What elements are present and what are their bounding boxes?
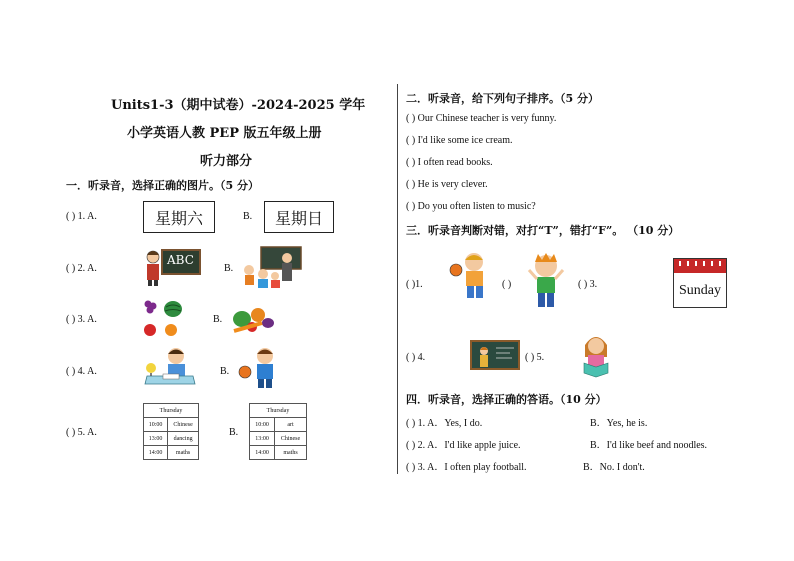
timetable-b-head: Thursday [250,404,307,418]
timetable-b [249,403,307,460]
boy-cheering-image [526,252,566,316]
teacher-blackboard-image [143,246,203,290]
saturday-box: 星期六 [143,201,215,233]
cell: 13:00 [250,432,275,446]
cell: maths [275,446,307,460]
section-4-item-1: ( ) 1. A．Yes, I do. [406,418,483,429]
section-4-item-2: ( ) 2. A．I'd like apple juice. [406,440,521,451]
section-2-item: ( ) I'd like some ice cream. [406,135,513,146]
question-2-option-b: B. [224,263,234,274]
page-title: Units1-3（期中试卷）-2024-2025 学年 [111,98,366,113]
section-2-item: ( ) He is very clever. [406,179,488,190]
blackboard-text: ABC [167,253,194,267]
question-2-label: ( ) 2. A. [66,263,97,274]
calendar-day: Sunday [679,283,721,298]
timetable-a-head: Thursday [144,404,199,418]
question-3-label: ( ) 3. A. [66,314,97,325]
cell: 10:00 [144,418,168,432]
column-divider [397,84,398,474]
section-2-heading: 二．听录音，给下列句子排序。（5 分） [406,92,599,105]
question-5-label: ( ) 5. A. [66,427,97,438]
cell: 14:00 [250,446,275,460]
section-4-item-2-b: B．I'd like beef and noodles. [590,440,708,451]
section-2-item: ( ) Our Chinese teacher is very funny. [406,113,557,124]
teacher-blackboard-image [470,340,520,370]
cell: Chinese [168,418,199,432]
section-4-item-3: ( ) 3. A．I often play football. [406,462,527,473]
fruits-image [141,299,187,343]
page-subtitle: 小学英语人教 PEP 版五年级上册 [127,126,322,141]
vegetables-image [232,301,276,339]
boy-reading-image [141,346,199,396]
section-2-item: ( ) Do you often listen to music? [406,201,536,212]
sunday-box: 星期日 [264,201,334,233]
section-4-item-3-b: B．No. I don't. [583,462,645,473]
cell: art [275,418,307,432]
cell: maths [168,446,199,460]
teacher-students-image [241,244,305,294]
section-1-heading: 一．听录音，选择正确的图片。（5 分） [66,179,259,192]
cell: 10:00 [250,418,275,432]
cell: Chinese [275,432,307,446]
part-heading: 听力部分 [200,154,253,169]
section-3-heading: 三．听录音判断对错，对打“T”，错打“F”。 （10 分） [406,224,680,237]
cell: dancing [168,432,199,446]
timetable-a [143,403,199,460]
section-3-item-2: ( ) [502,279,512,290]
question-1-option-b: B. [243,211,253,222]
section-4-heading: 四．听录音，选择正确的答语。（10 分） [406,393,607,406]
section-3-item-3: ( ) 3. [578,279,598,290]
cell: 14:00 [144,446,168,460]
question-3-option-b: B. [213,314,223,325]
section-3-item-1: ( )1. [406,279,423,290]
question-5-option-b: B. [229,427,239,438]
boy-basketball-image [236,346,280,398]
section-3-item-4: ( ) 4. [406,352,426,363]
question-4-option-b: B. [220,366,230,377]
calendar-header [674,259,726,273]
section-4-item-1-b: B．Yes, he is. [590,418,648,429]
boy-basketball-image [448,250,500,306]
girl-reading-image [580,333,612,383]
section-3-item-5: ( ) 5. [525,352,545,363]
cell: 13:00 [144,432,168,446]
question-1-label: ( ) 1. A. [66,211,97,222]
question-4-label: ( ) 4. A. [66,366,97,377]
calendar-image [673,258,727,308]
section-2-item: ( ) I often read books. [406,157,493,168]
